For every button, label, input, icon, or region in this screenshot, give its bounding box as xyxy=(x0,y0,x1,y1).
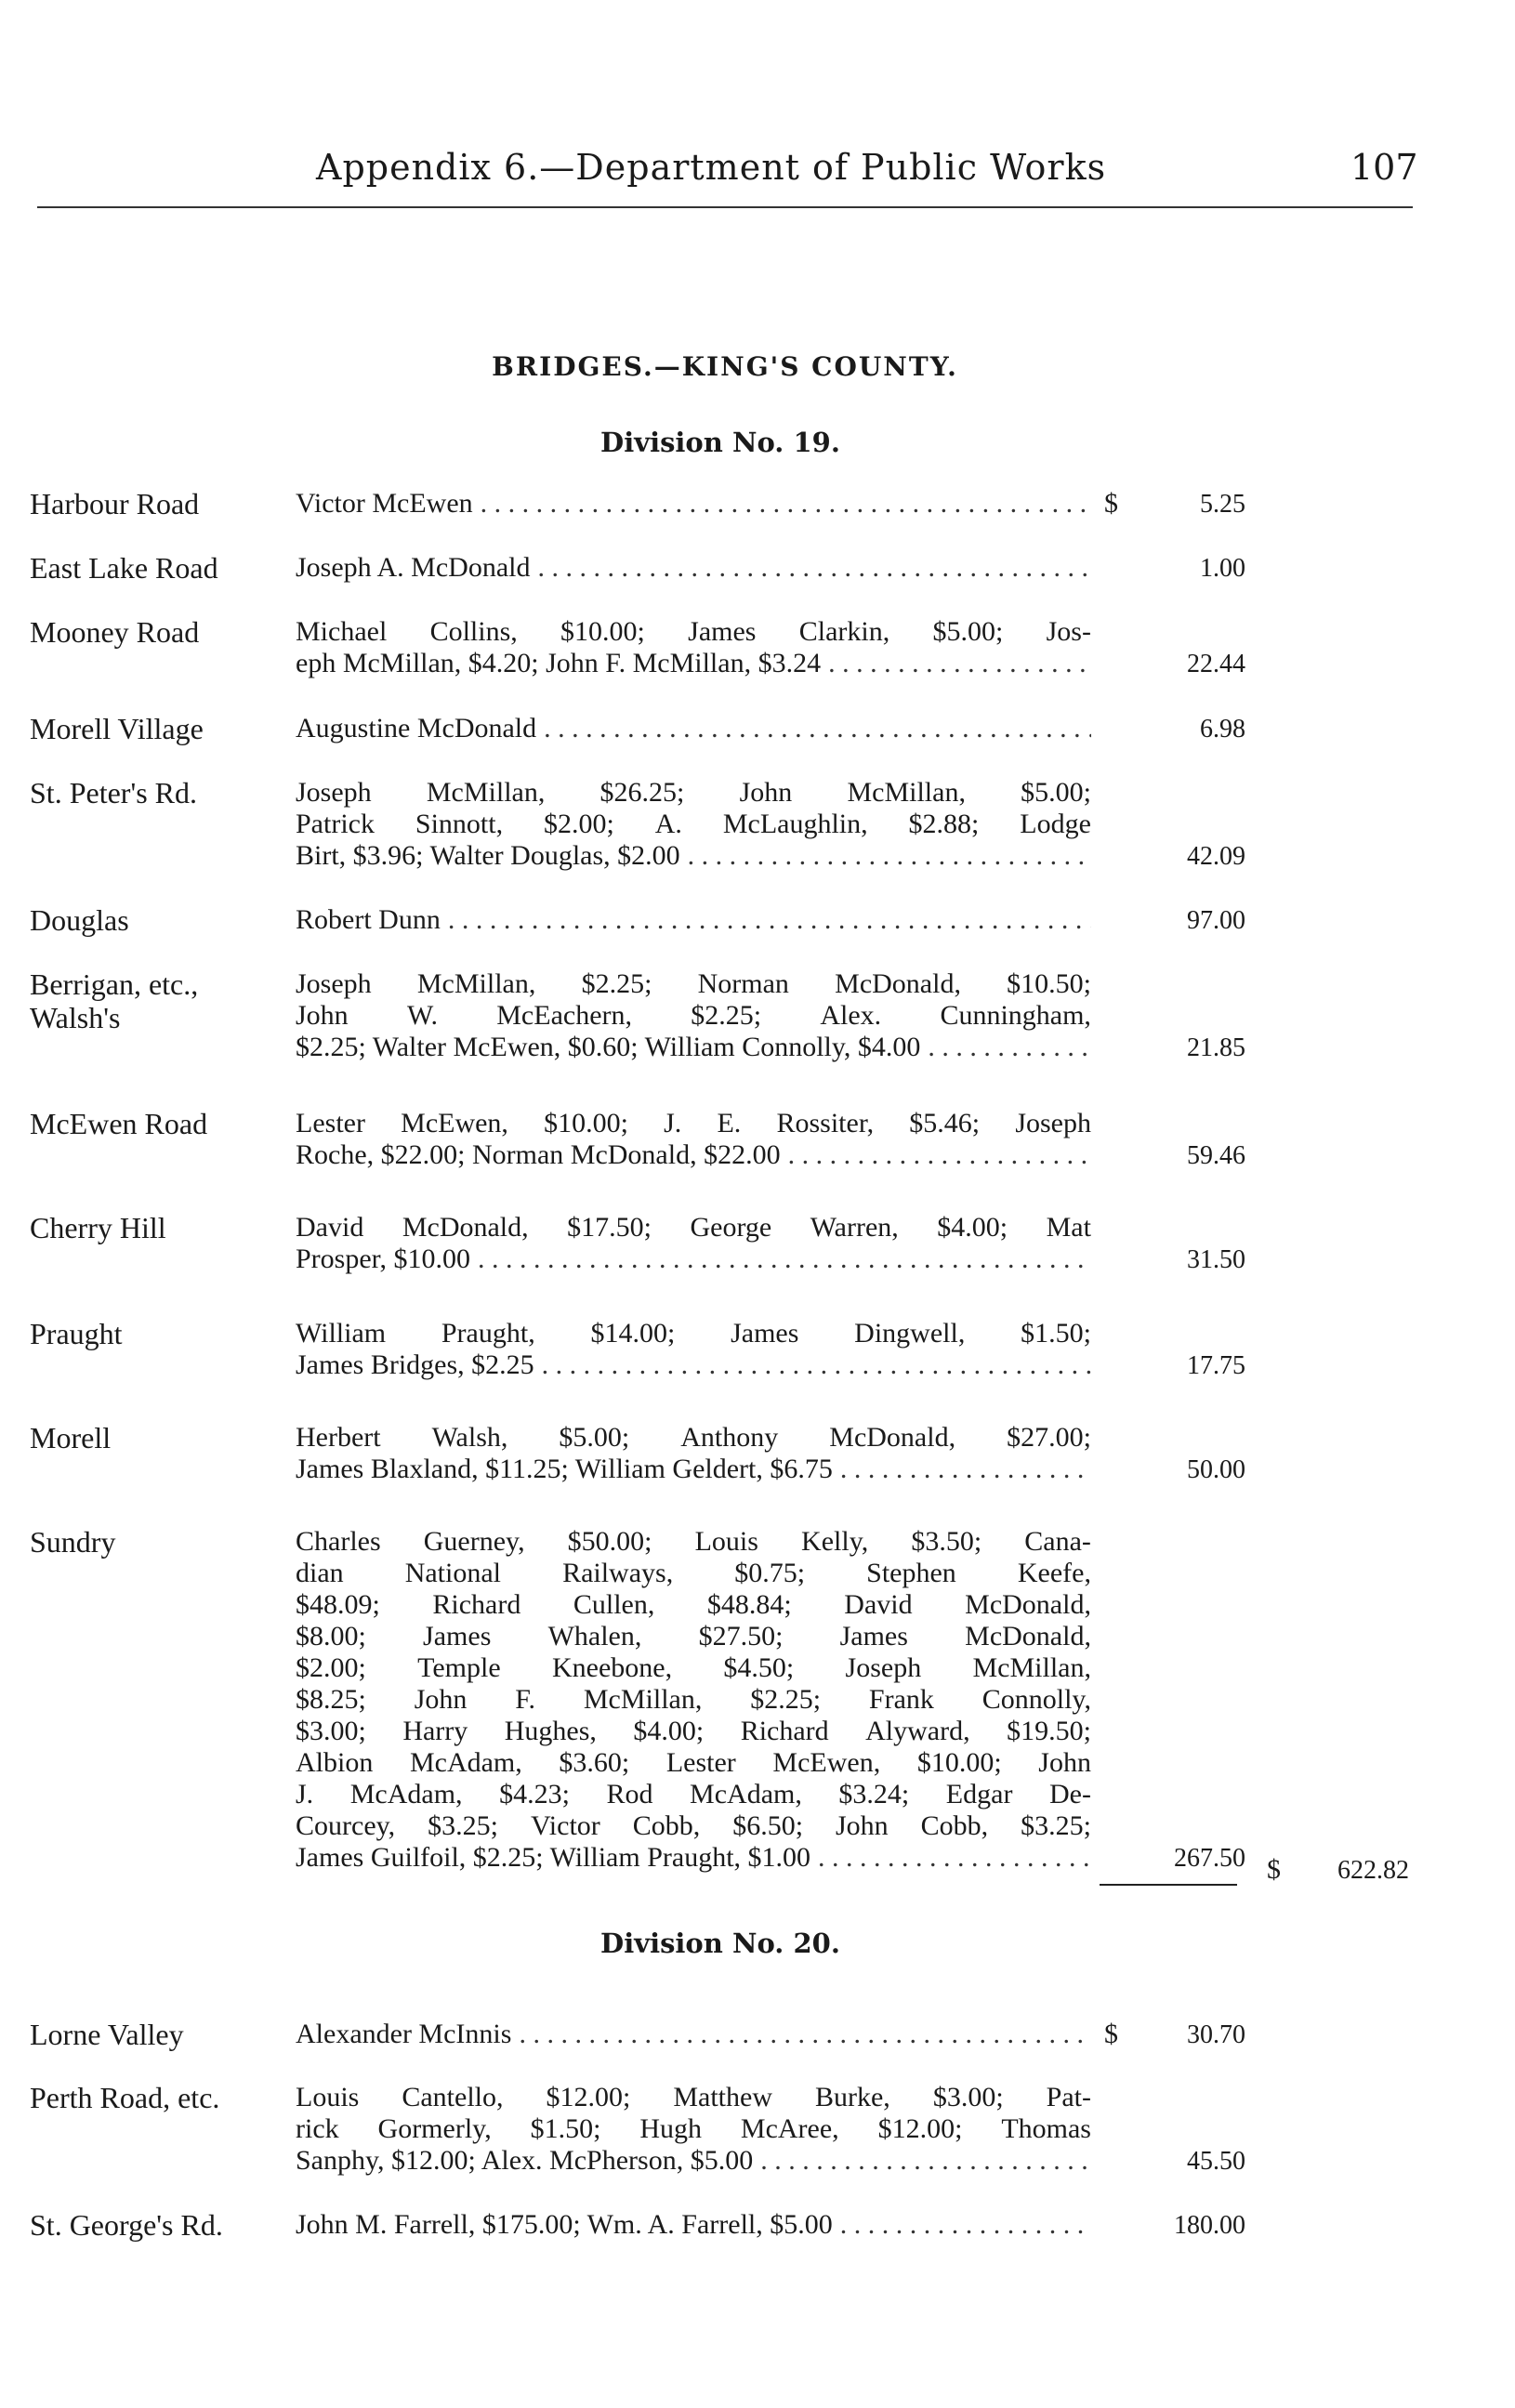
payees xyxy=(296,904,1091,936)
payee-line: Charles Guerney, $50.00; Louis Kelly, $3.50; Cana- xyxy=(296,1526,1091,1557)
payee-line: $2.00; Temple Kneebone, $4.50; Joseph McMillan, xyxy=(296,1652,1091,1683)
amount: 6.98 xyxy=(1200,715,1245,743)
header-title: Appendix 6.—Department of Public Works xyxy=(316,147,1107,188)
road-name: St. Peter's Rd. xyxy=(30,776,197,809)
road-name: Perth Road, etc. xyxy=(30,2081,220,2114)
amount: 5.25 xyxy=(1200,490,1245,519)
leader-dots xyxy=(788,1139,1091,1171)
payees xyxy=(296,488,1091,520)
amount: 180.00 xyxy=(1174,2211,1245,2240)
amount: 267.50 xyxy=(1174,1844,1245,1873)
payee-line: Michael Collins, $10.00; James Clarkin, $5.00; Jos- xyxy=(296,616,1091,647)
amount: 30.70 xyxy=(1187,2020,1245,2049)
payee-line: Joseph McMillan, $2.25; Norman McDonald, $10.50; xyxy=(296,968,1091,999)
road-name: Mooney Road xyxy=(30,615,200,649)
page-number: 107 xyxy=(1350,147,1418,188)
payee-line: Lester McEwen, $10.00; J. E. Rossiter, $5.46; Joseph xyxy=(296,1108,1091,1138)
amount: 59.46 xyxy=(1187,1141,1245,1170)
road-name: Cherry Hill xyxy=(30,1211,166,1244)
payees xyxy=(296,777,1091,872)
payees xyxy=(296,552,1091,584)
payee-line: Joseph A. McDonald . . . xyxy=(296,552,1091,584)
payee-line: Sanphy, $12.00; Alex. McPherson, $5.00 . . . xyxy=(296,2145,1091,2177)
payee-line: Roche, $22.00; Norman McDonald, $22.00 . . . xyxy=(296,1139,1091,1171)
payee-line: Birt, $3.96; Walter Douglas, $2.00 . . . xyxy=(296,840,1091,872)
road-name: Praught xyxy=(30,1317,123,1350)
amount: 17.75 xyxy=(1187,1351,1245,1380)
payee-line: $8.25; John F. McMillan, $2.25; Frank Connolly, xyxy=(296,1684,1091,1715)
payee-line: Courcey, $3.25; Victor Cobb, $6.50; John Cobb, $3.25; xyxy=(296,1810,1091,1841)
payees xyxy=(296,2082,1091,2177)
amount: 21.85 xyxy=(1187,1033,1245,1062)
amount: 22.44 xyxy=(1187,650,1245,678)
header-rule xyxy=(37,206,1413,208)
leader-dots xyxy=(928,1032,1091,1063)
payee-line: J. McAdam, $4.23; Rod McAdam, $3.24; Edgar De- xyxy=(296,1779,1091,1809)
leader-dots xyxy=(448,904,1091,936)
road-name-cont: Walsh's xyxy=(30,1001,121,1034)
payee-line: $3.00; Harry Hughes, $4.00; Richard Alyward, $19.50; xyxy=(296,1716,1091,1746)
road-name: McEwen Road xyxy=(30,1107,208,1140)
payee-line: $2.25; Walter McEwen, $0.60; William Connolly, $4.00 . . . xyxy=(296,1032,1091,1063)
payee-line: David McDonald, $17.50; George Warren, $4.00; Mat xyxy=(296,1212,1091,1243)
road-name: St. George's Rd. xyxy=(30,2208,223,2242)
payees xyxy=(296,713,1091,744)
road-name: Douglas xyxy=(30,903,129,937)
leader-dots xyxy=(478,1243,1091,1275)
payee-line: $48.09; Richard Cullen, $48.84; David McDonald, xyxy=(296,1589,1091,1620)
amount: 1.00 xyxy=(1200,554,1245,583)
payee-line: eph McMillan, $4.20; John F. McMillan, $3.24 . . . xyxy=(296,648,1091,679)
road-name: Sundry xyxy=(30,1525,116,1559)
payee-line: $8.00; James Whalen, $27.50; James McDonald, xyxy=(296,1621,1091,1651)
payee-line: William Praught, $14.00; James Dingwell, $1.50; xyxy=(296,1318,1091,1349)
dollar-sign: $ xyxy=(1104,2019,1118,2049)
payee-line: Albion McAdam, $3.60; Lester McEwen, $10.00; John xyxy=(296,1747,1091,1778)
payee-line: Louis Cantello, $12.00; Matthew Burke, $3.00; Pat- xyxy=(296,2082,1091,2112)
division-20-title: Division No. 20. xyxy=(600,1928,840,1959)
payee-line: Augustine McDonald . . . xyxy=(296,713,1091,744)
payee-line: Joseph McMillan, $26.25; John McMillan, $5.00; xyxy=(296,777,1091,808)
road-name: Morell xyxy=(30,1421,112,1454)
road-name: East Lake Road xyxy=(30,551,218,585)
subtotal-rule xyxy=(1100,1884,1237,1886)
payees xyxy=(296,1318,1091,1381)
payee-line: James Blaxland, $11.25; William Geldert, $6.75 . . . xyxy=(296,1454,1091,1485)
total-dollar-sign: $ xyxy=(1267,1854,1281,1885)
leader-dots xyxy=(760,2145,1091,2177)
payees xyxy=(296,1422,1091,1485)
payees xyxy=(296,968,1091,1063)
leader-dots xyxy=(818,1842,1091,1874)
leader-dots xyxy=(481,488,1091,520)
leader-dots xyxy=(519,2019,1091,2050)
payees xyxy=(296,2019,1091,2050)
road-name: Morell Village xyxy=(30,712,204,745)
road-name: Berrigan, etc., xyxy=(30,967,199,1001)
division-total: 622.82 xyxy=(1337,1856,1409,1885)
leader-dots xyxy=(828,648,1091,679)
leader-dots xyxy=(544,713,1091,744)
leader-dots xyxy=(688,840,1091,872)
payees xyxy=(296,2209,1091,2241)
division-19-title: Division No. 19. xyxy=(600,427,840,458)
payee-line: Alexander McInnis . . . xyxy=(296,2019,1091,2050)
leader-dots xyxy=(537,552,1091,584)
payee-line: Herbert Walsh, $5.00; Anthony McDonald, $27.00; xyxy=(296,1422,1091,1453)
payee-line: dian National Railways, $0.75; Stephen Keefe, xyxy=(296,1558,1091,1588)
amount: 97.00 xyxy=(1187,906,1245,935)
amount: 42.09 xyxy=(1187,842,1245,871)
payee-line: Robert Dunn . . . xyxy=(296,904,1091,936)
payees xyxy=(296,1212,1091,1275)
payees xyxy=(296,1526,1091,1874)
section-title: BRIDGES.—KING'S COUNTY. xyxy=(492,351,958,382)
amount: 45.50 xyxy=(1187,2147,1245,2176)
road-name: Harbour Road xyxy=(30,487,200,520)
payee-line: rick Gormerly, $1.50; Hugh McAree, $12.00; Thomas xyxy=(296,2113,1091,2144)
amount: 50.00 xyxy=(1187,1455,1245,1484)
payee-line: Prosper, $10.00 . . . xyxy=(296,1243,1091,1275)
payee-line: Victor McEwen . . . xyxy=(296,488,1091,520)
amount: 31.50 xyxy=(1187,1245,1245,1274)
payees xyxy=(296,1108,1091,1171)
running-head xyxy=(0,147,1515,203)
leader-dots xyxy=(542,1349,1091,1381)
payee-line: James Guilfoil, $2.25; William Praught, $1.00 . . . xyxy=(296,1842,1091,1874)
payee-line: John M. Farrell, $175.00; Wm. A. Farrell, $5.00 . . . xyxy=(296,2209,1091,2241)
leader-dots xyxy=(840,1454,1091,1485)
dollar-sign: $ xyxy=(1104,488,1118,519)
payees xyxy=(296,616,1091,679)
payee-line: James Bridges, $2.25 . . . xyxy=(296,1349,1091,1381)
payee-line: Patrick Sinnott, $2.00; A. McLaughlin, $2.88; Lodge xyxy=(296,809,1091,839)
road-name: Lorne Valley xyxy=(30,2018,184,2051)
payee-line: John W. McEachern, $2.25; Alex. Cunningham, xyxy=(296,1000,1091,1031)
leader-dots xyxy=(840,2209,1091,2241)
